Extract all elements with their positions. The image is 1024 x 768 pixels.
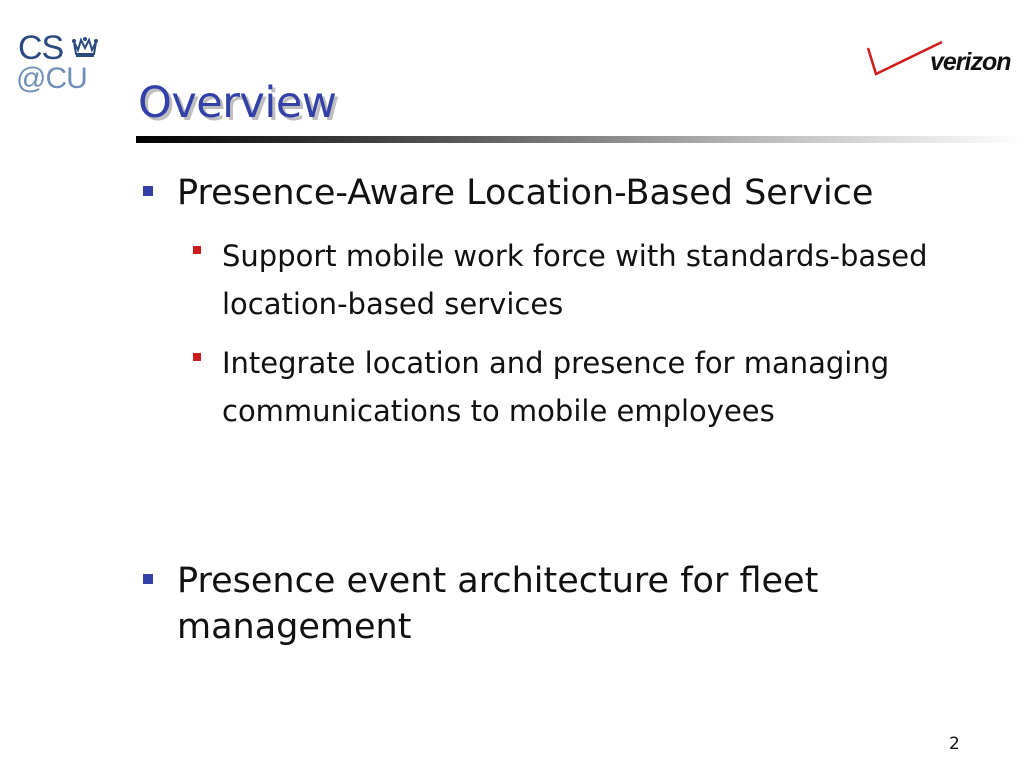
- bullet-text: Presence event architecture for fleet management: [177, 561, 819, 647]
- at-cu-logo-text: @CU: [16, 62, 87, 95]
- square-bullet-icon: [143, 186, 153, 196]
- square-bullet-icon: [143, 574, 153, 584]
- bullet-text: Presence-Aware Location-Based Service: [177, 173, 874, 213]
- sub-bullet-item: [193, 232, 983, 328]
- bullet-item: [143, 558, 993, 650]
- page-number: 2: [949, 734, 960, 754]
- cs-logo-text: CS: [18, 29, 64, 67]
- sub-bullet-text: Support mobile work force with standards-based location-based services: [222, 239, 928, 321]
- sub-bullet-item: [193, 339, 983, 435]
- square-bullet-icon: [193, 246, 201, 254]
- verizon-wordmark: verizon: [930, 48, 1011, 76]
- sub-bullet-text: Integrate location and presence for managing communications to mobile employees: [222, 346, 890, 428]
- bullet-item: [143, 170, 993, 216]
- square-bullet-icon: [193, 353, 201, 361]
- slide-title: Overview: [138, 78, 337, 128]
